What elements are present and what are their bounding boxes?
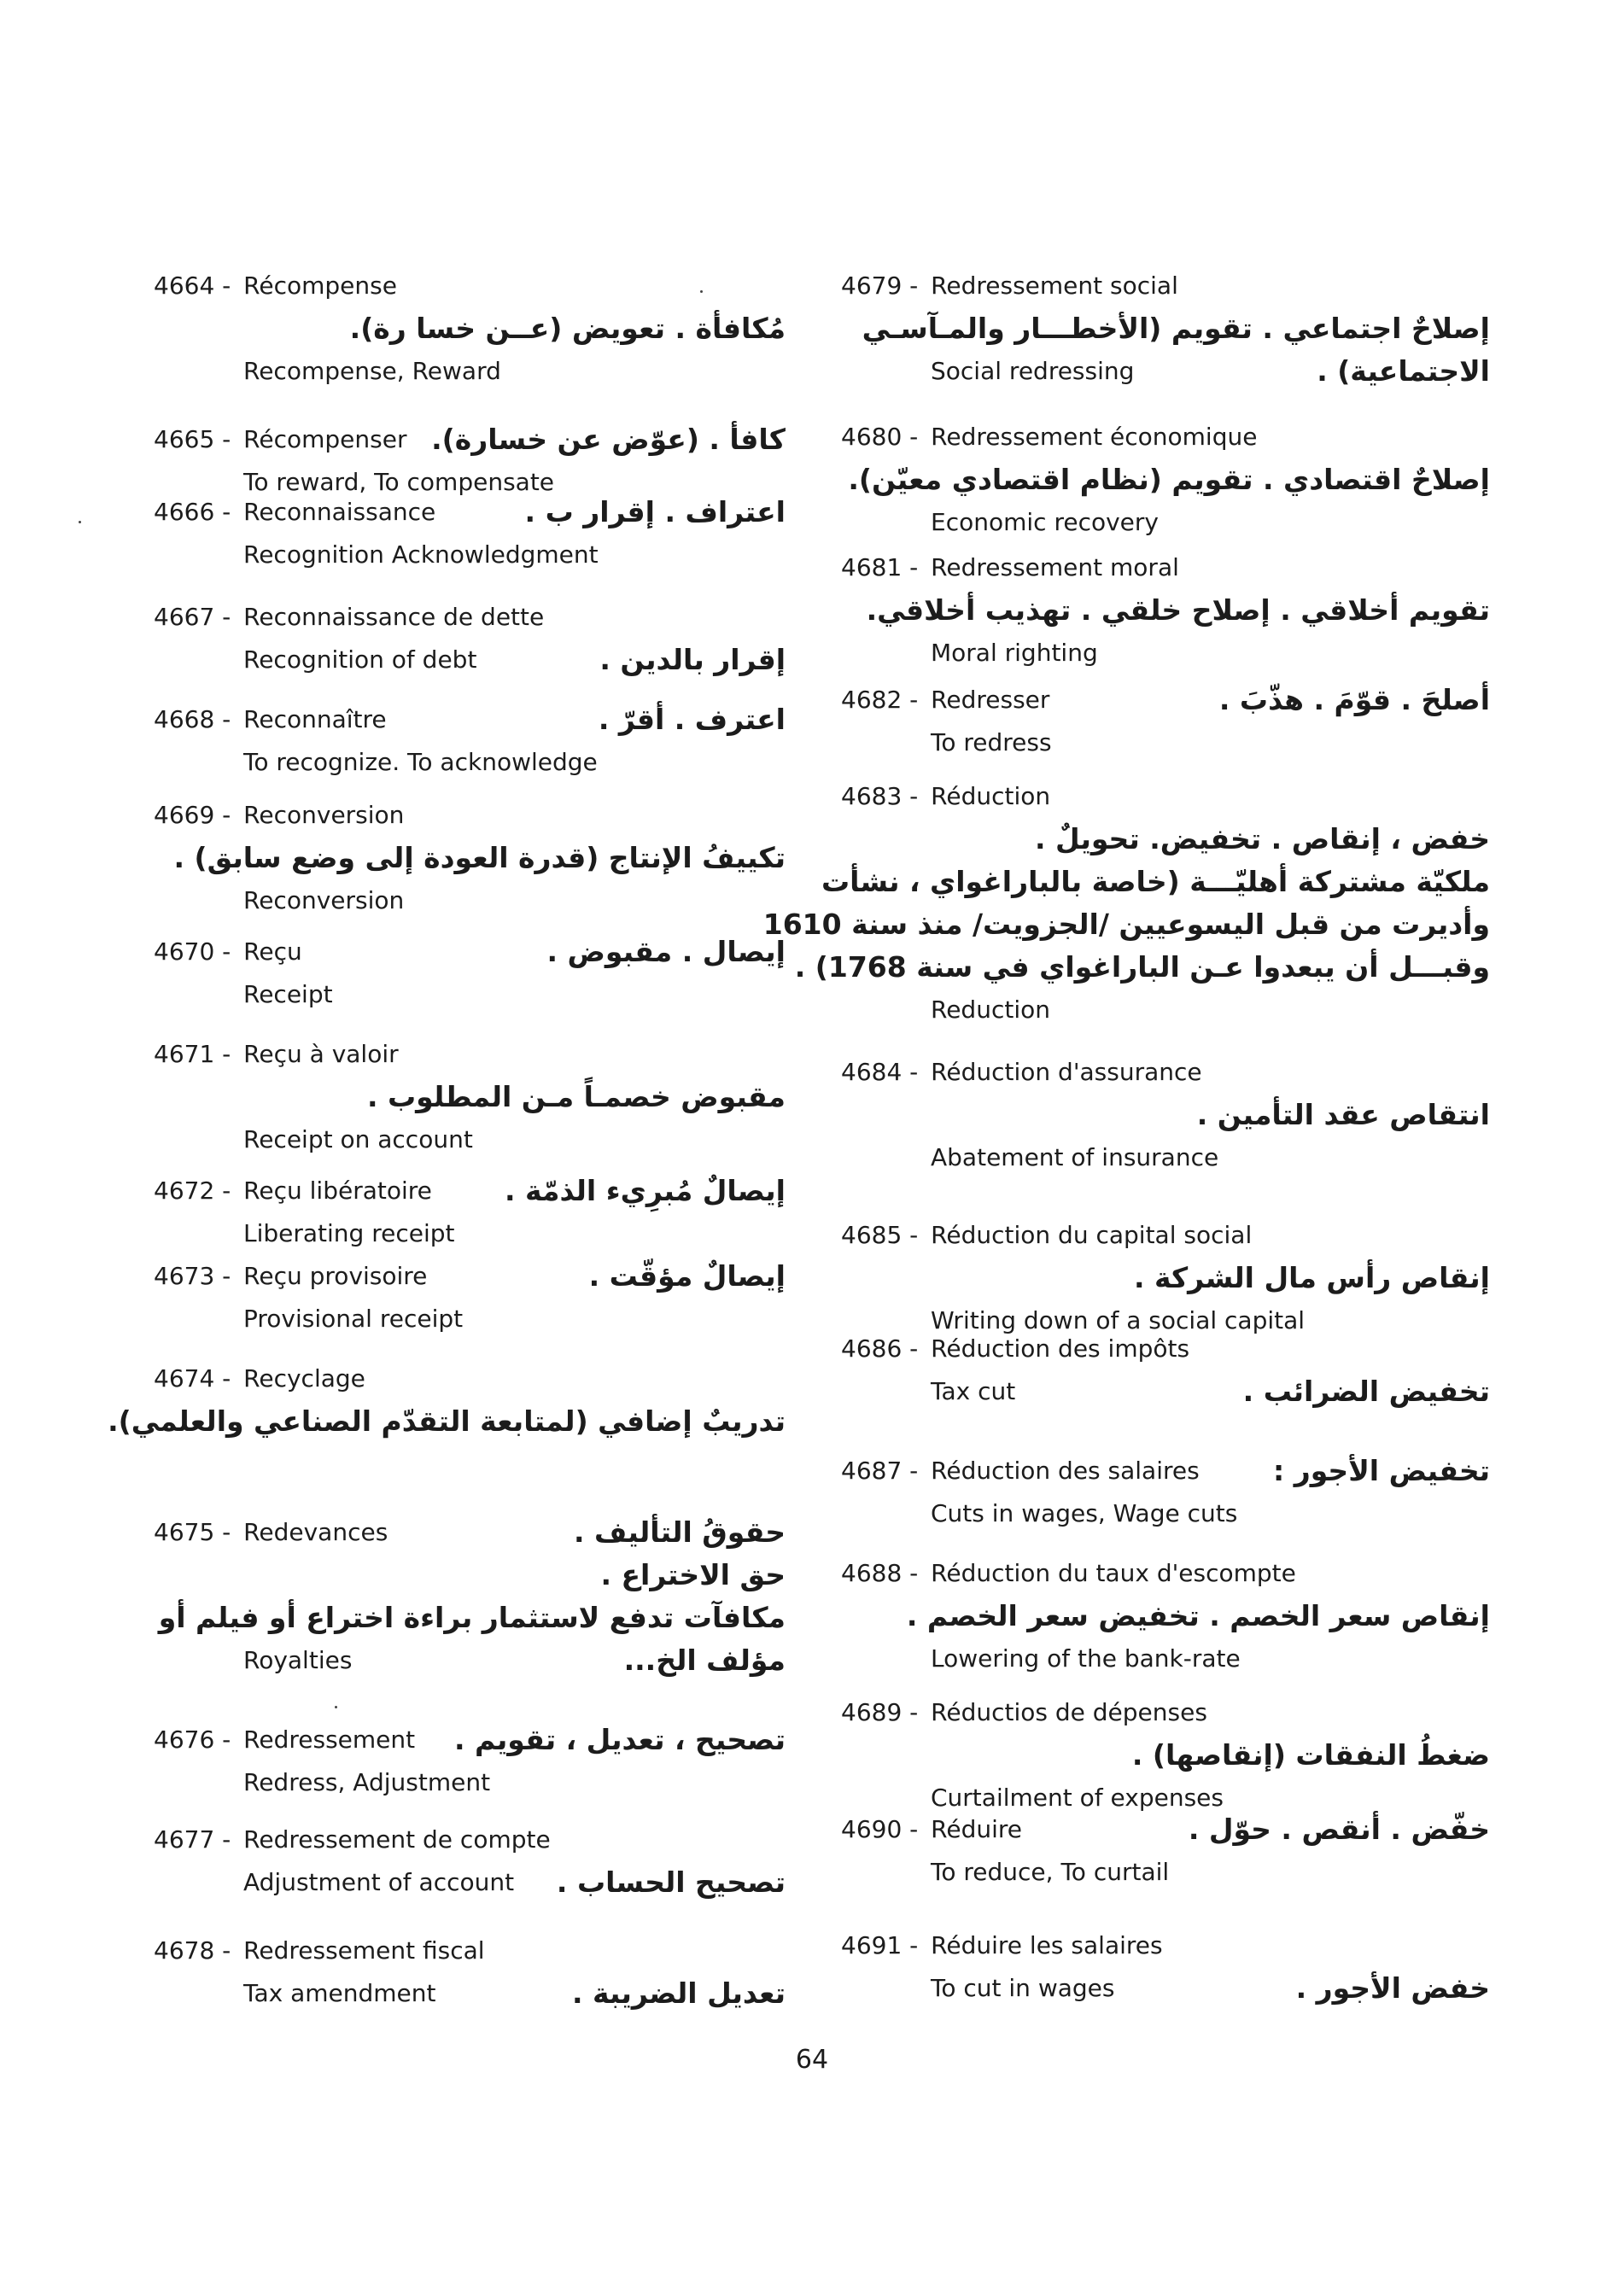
french-term: Réductios de dépenses bbox=[931, 1698, 1207, 1726]
french-term: Reçu provisoire bbox=[243, 1262, 428, 1290]
french-term: Réduction du taux d'escompte bbox=[931, 1559, 1296, 1587]
english-translation: Provisional receipt bbox=[243, 1305, 464, 1333]
entry-headword: 4690 - Réduire bbox=[841, 1808, 1490, 1851]
entry-number: 4687 bbox=[841, 1457, 903, 1485]
arabic-translation: اعتراف . إقرار ب . bbox=[524, 495, 786, 528]
arabic-translation: إقرار بالدين . bbox=[599, 643, 786, 676]
dictionary-entry bbox=[154, 1255, 786, 1340]
entry-headword: 4667 - Reconnaissance de dette bbox=[154, 596, 786, 639]
french-term: Réduire bbox=[931, 1815, 1023, 1843]
french-term: Reconnaissance bbox=[243, 498, 436, 526]
dictionary-entry bbox=[841, 1808, 1490, 1894]
arabic-translation: ملكيّة مشتركة أهليّـــة (خاصة بالباراغواي ، نشأت bbox=[821, 865, 1490, 898]
entry-headword: 4679 - Redressement social bbox=[841, 265, 1490, 307]
arabic-translation: مقبوض خصمـاً مـن المطلوب . bbox=[366, 1080, 786, 1113]
entry-headword: 4677 - Redressement de compte bbox=[154, 1819, 786, 1861]
entry-headword: 4684 - Réduction d'assurance bbox=[841, 1051, 1490, 1094]
entry-headword: 4671 - Reçu à valoir bbox=[154, 1033, 786, 1076]
arabic-translation: إيصالٌ مُبرِيء الذمّة . bbox=[504, 1174, 786, 1207]
arabic-translation: إنقاص رأس مال الشركة . bbox=[1133, 1261, 1490, 1294]
french-term: Reçu libératoire bbox=[243, 1177, 432, 1205]
dictionary-entry bbox=[841, 1328, 1490, 1413]
entry-number: 4674 bbox=[154, 1364, 215, 1393]
entry-headword: 4670 - Reçu bbox=[154, 931, 786, 973]
entry-headword: 4674 - Recyclage bbox=[154, 1358, 786, 1400]
dictionary-entry bbox=[108, 1358, 786, 1443]
arabic-translation: تدريبٌ إضافي (لمتابعة التقدّم الصناعي والعلمي). bbox=[108, 1404, 786, 1438]
entry-number: 4675 bbox=[154, 1518, 215, 1546]
french-term: Redresser bbox=[931, 686, 1050, 714]
entry-headword: 4675 - Redevances bbox=[154, 1511, 786, 1554]
arabic-translation: إيصال . مقبوض . bbox=[546, 935, 786, 968]
entry-headword: 4686 - Réduction des impôts bbox=[841, 1328, 1490, 1370]
french-term: Reconversion bbox=[243, 801, 405, 829]
entry-number: 4685 bbox=[841, 1221, 903, 1249]
entry-headword: 4685 - Réduction du capital social bbox=[841, 1214, 1490, 1257]
entry-headword: 4673 - Reçu provisoire bbox=[154, 1255, 786, 1298]
french-term: Redressement fiscal bbox=[243, 1936, 485, 1965]
entry-number: 4690 bbox=[841, 1815, 903, 1843]
arabic-translation: تكييفُ الإنتاج (قدرة العودة إلى وضع سابق) . bbox=[173, 841, 786, 874]
french-term: Redressement social bbox=[931, 272, 1178, 300]
french-term: Redressement de compte bbox=[243, 1825, 551, 1854]
entry-number: 4666 bbox=[154, 498, 215, 526]
french-term: Recyclage bbox=[243, 1364, 365, 1393]
english-translation: To reward, To compensate bbox=[243, 468, 555, 496]
english-translation: Curtailment of expenses bbox=[931, 1784, 1224, 1812]
french-term: Redressement bbox=[243, 1725, 416, 1754]
arabic-translation: حقوقُ التأليف . bbox=[574, 1515, 786, 1549]
entry-number: 4671 bbox=[154, 1040, 215, 1068]
english-translation: To recognize. To acknowledge bbox=[243, 748, 598, 776]
arabic-translation: انتقاص عقد التأمين . bbox=[1196, 1098, 1490, 1131]
entry-headword: 4681 - Redressement moral bbox=[841, 546, 1490, 589]
english-translation: To cut in wages bbox=[931, 1974, 1115, 2002]
english-translation: Receipt bbox=[243, 980, 333, 1008]
entry-headword: 4688 - Réduction du taux d'escompte bbox=[841, 1552, 1490, 1595]
arabic-translation: اعترف . أقرّ . bbox=[598, 703, 786, 736]
arabic-translation: وقبـــل أن يبعدوا عـن الباراغواي في سنة 1768) . bbox=[794, 950, 1490, 984]
entry-number: 4667 bbox=[154, 603, 215, 631]
english-translation: Moral righting bbox=[931, 639, 1098, 667]
entry-number: 4670 bbox=[154, 937, 215, 966]
arabic-translation: تخفيض الأجور : bbox=[1273, 1454, 1490, 1487]
entry-number: 4669 bbox=[154, 801, 215, 829]
dictionary-entry bbox=[154, 1033, 786, 1161]
arabic-translation: تخفيض الضرائب . bbox=[1242, 1375, 1490, 1408]
entry-number: 4681 bbox=[841, 553, 903, 581]
entry-number: 4664 bbox=[154, 272, 215, 300]
page-number: 64 bbox=[795, 2045, 829, 2075]
arabic-translation: مُكافأة . تعويض (عــن خسا رة). bbox=[349, 312, 786, 345]
entry-headword: 4682 - Redresser bbox=[841, 679, 1490, 721]
arabic-translation: إصلاحٌ اقتصادي . تقويم (نظام اقتصادي معيّن). bbox=[848, 463, 1490, 496]
english-translation: Recognition of debt bbox=[243, 645, 477, 674]
arabic-translation: وأديرت من قبل اليسوعيين /الجزويت/ منذ سنة 1610 bbox=[762, 908, 1490, 941]
french-term: Réduction du capital social bbox=[931, 1221, 1253, 1249]
arabic-translation: تصحيح الحساب . bbox=[556, 1866, 786, 1899]
entry-number: 4672 bbox=[154, 1177, 215, 1205]
entry-number: 4676 bbox=[154, 1725, 215, 1754]
english-translation: Recognition Acknowledgment bbox=[243, 540, 599, 569]
english-translation: Economic recovery bbox=[931, 508, 1159, 536]
entry-headword: 4665 - Récompenser bbox=[154, 418, 786, 461]
arabic-translation: مؤلف الخ... bbox=[623, 1644, 786, 1677]
dictionary-entry bbox=[154, 1719, 786, 1804]
arabic-translation: ضغطُ النفقات (إنقاصها) . bbox=[1131, 1738, 1490, 1772]
entry-headword: 4666 - Reconnaissance bbox=[154, 491, 786, 534]
entry-number: 4684 bbox=[841, 1058, 903, 1086]
arabic-translation: خفض ، إنقاص . تخفيض. تحويلٌ . bbox=[1035, 822, 1490, 855]
entry-number: 4682 bbox=[841, 686, 903, 714]
french-term: Réduction d'assurance bbox=[931, 1058, 1202, 1086]
entry-number: 4680 bbox=[841, 423, 903, 451]
arabic-translation: كافأ . (عوّض عن خسارة). bbox=[431, 423, 786, 456]
english-translation: To redress bbox=[931, 728, 1052, 756]
dictionary-entry bbox=[154, 265, 786, 393]
english-translation: Tax cut bbox=[931, 1377, 1016, 1405]
arabic-translation: إنقاص سعر الخصم . تخفيض سعر الخصم . bbox=[906, 1599, 1490, 1632]
arabic-translation: تصحيح ، تعديل ، تقويم . bbox=[453, 1723, 786, 1756]
english-translation: Liberating receipt bbox=[243, 1219, 455, 1247]
dictionary-entry bbox=[841, 416, 1490, 544]
dictionary-entry bbox=[154, 931, 786, 1016]
entry-number: 4679 bbox=[841, 272, 903, 300]
dictionary-entry bbox=[841, 1552, 1490, 1680]
english-translation: Abatement of insurance bbox=[931, 1143, 1219, 1171]
english-translation: Social redressing bbox=[931, 357, 1135, 385]
entry-headword: 4683 - Réduction bbox=[841, 775, 1490, 818]
entry-number: 4668 bbox=[154, 705, 215, 733]
entry-headword: 4691 - Réduire les salaires bbox=[841, 1924, 1490, 1967]
french-term: Récompenser bbox=[243, 425, 407, 453]
entry-headword: 4668 - Reconnaître bbox=[154, 698, 786, 741]
french-term: Réduction des salaires bbox=[931, 1457, 1200, 1485]
french-term: Récompense bbox=[243, 272, 397, 300]
arabic-translation: مكافآت تدفع لاستثمار براءة اختراع أو فيلم أو bbox=[158, 1601, 786, 1634]
entry-headword: 4687 - Réduction des salaires bbox=[841, 1450, 1490, 1492]
french-term: Redressement moral bbox=[931, 553, 1179, 581]
dictionary-entry bbox=[841, 1214, 1490, 1342]
entry-headword: 4672 - Reçu libératoire bbox=[154, 1170, 786, 1212]
english-translation: Receipt on account bbox=[243, 1125, 473, 1153]
dictionary-entry bbox=[841, 546, 1490, 674]
entry-number: 4689 bbox=[841, 1698, 903, 1726]
dictionary-entry bbox=[841, 1450, 1490, 1535]
entry-headword: 4676 - Redressement bbox=[154, 1719, 786, 1761]
english-translation: Cuts in wages, Wage cuts bbox=[931, 1499, 1238, 1527]
entry-number: 4691 bbox=[841, 1931, 903, 1959]
entry-number: 4683 bbox=[841, 782, 903, 810]
english-translation: To reduce, To curtail bbox=[931, 1858, 1170, 1886]
arabic-translation: الاجتماعية) . bbox=[1317, 354, 1490, 388]
entry-number: 4665 bbox=[154, 425, 215, 453]
english-translation: Royalties bbox=[243, 1646, 353, 1674]
english-translation: Tax amendment bbox=[243, 1979, 436, 2007]
english-translation: Redress, Adjustment bbox=[243, 1768, 491, 1796]
scan-speck bbox=[335, 1706, 337, 1708]
dictionary-entry bbox=[154, 698, 786, 784]
french-term: Redressement économique bbox=[931, 423, 1258, 451]
dictionary-entry bbox=[841, 1051, 1490, 1179]
dictionary-entry bbox=[841, 1924, 1490, 2010]
entry-number: 4678 bbox=[154, 1936, 215, 1965]
entry-headword: 4678 - Redressement fiscal bbox=[154, 1930, 786, 1972]
arabic-translation: تعديل الضريبة . bbox=[571, 1976, 786, 2010]
entry-headword: 4689 - Réductios de dépenses bbox=[841, 1691, 1490, 1734]
french-term: Reconnaître bbox=[243, 705, 387, 733]
dictionary-entry bbox=[762, 775, 1490, 1031]
entry-number: 4688 bbox=[841, 1559, 903, 1587]
entry-number: 4673 bbox=[154, 1262, 215, 1290]
french-term: Reçu à valoir bbox=[243, 1040, 399, 1068]
english-translation: Recompense, Reward bbox=[243, 357, 501, 385]
french-term: Réduire les salaires bbox=[931, 1931, 1163, 1959]
dictionary-entry bbox=[841, 679, 1490, 764]
french-term: Réduction bbox=[931, 782, 1051, 810]
arabic-translation: خفض الأجور . bbox=[1295, 1971, 1490, 2005]
dictionary-entry bbox=[154, 491, 786, 576]
dictionary-entry bbox=[154, 1819, 786, 1904]
arabic-translation: أصلحَ . قوّمَ . هذّبَ . bbox=[1218, 683, 1490, 716]
arabic-translation: إيصالٌ مؤقّت . bbox=[588, 1259, 786, 1293]
scan-speck bbox=[700, 290, 703, 293]
english-translation: Adjustment of account bbox=[243, 1868, 515, 1896]
entry-headword: 4680 - Redressement économique bbox=[841, 416, 1490, 458]
french-term: Reçu bbox=[243, 937, 302, 966]
french-term: Reconnaissance de dette bbox=[243, 603, 545, 631]
english-translation: Reconversion bbox=[243, 886, 405, 914]
dictionary-entry bbox=[841, 1691, 1490, 1819]
dictionary-entry bbox=[154, 596, 786, 681]
dictionary-entry bbox=[841, 265, 1490, 393]
dictionary-entry bbox=[154, 1170, 786, 1255]
entry-headword: 4669 - Reconversion bbox=[154, 794, 786, 837]
french-term: Réduction des impôts bbox=[931, 1334, 1190, 1363]
arabic-translation: تقويم أخلاقي . إصلاح خلقي . تهذيب أخلاقي. bbox=[866, 593, 1490, 627]
entry-number: 4686 bbox=[841, 1334, 903, 1363]
english-translation: Lowering of the bank-rate bbox=[931, 1644, 1241, 1673]
dictionary-entry bbox=[154, 1511, 786, 1682]
dictionary-entry bbox=[154, 1930, 786, 2015]
arabic-translation: إصلاحٌ اجتماعي . تقويم (الأخطـــار والمـآسـي bbox=[862, 312, 1490, 345]
dictionary-entry bbox=[154, 794, 786, 922]
french-term: Redevances bbox=[243, 1518, 388, 1546]
entry-headword: 4664 - Récompense bbox=[154, 265, 786, 307]
arabic-translation: خفّض . أنقص . حوّل . bbox=[1188, 1813, 1490, 1846]
entry-number: 4677 bbox=[154, 1825, 215, 1854]
scan-speck bbox=[79, 521, 81, 523]
english-translation: Reduction bbox=[931, 996, 1050, 1024]
arabic-translation: حق الاختراع . bbox=[600, 1558, 786, 1591]
english-translation: Writing down of a social capital bbox=[931, 1306, 1306, 1334]
